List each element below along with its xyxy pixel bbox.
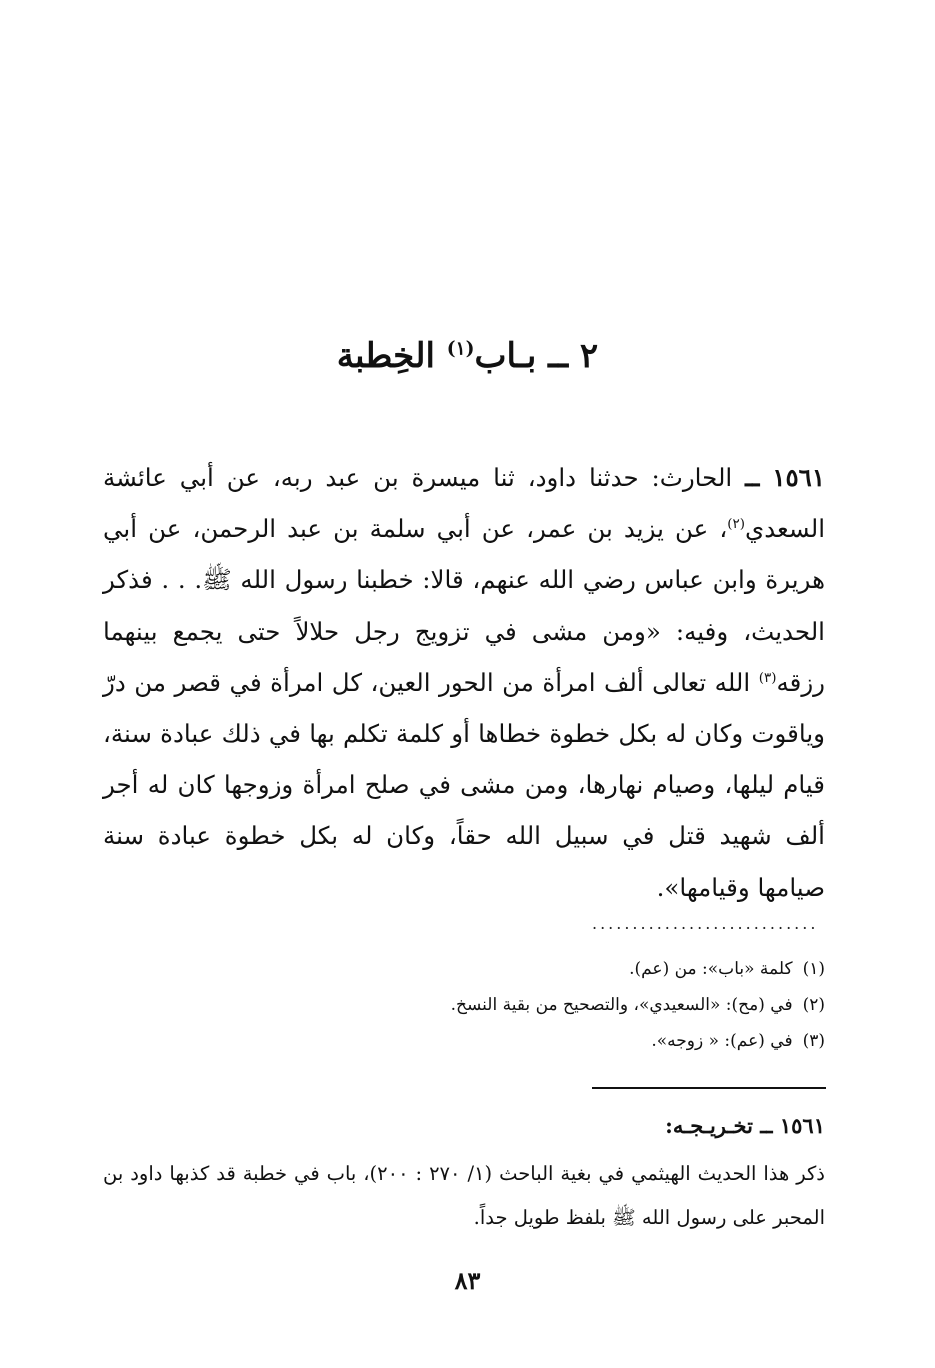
chapter-title — [0, 332, 935, 380]
takhrij-heading — [325, 1108, 825, 1144]
footnote-separator-dots: ............................ — [592, 918, 819, 930]
hadith-footnote-ref-2: (٢) — [727, 516, 746, 533]
chapter-dash: ــ — [548, 336, 569, 376]
footnote-marker: (٢) — [802, 995, 825, 1015]
hadith-number: ١٥٦١ — [772, 463, 825, 492]
chapter-number: ٢ — [579, 336, 599, 376]
footnote-marker: (٣) — [802, 1031, 825, 1051]
chapter-title-start: بـاب — [474, 336, 537, 376]
takhrij-dash: ــ — [760, 1113, 773, 1138]
footnote-marker: (١) — [802, 959, 825, 979]
hadith-text-part1: الحارث: حدثنا داود، ثنا ميسرة بن عبد ربه، عن أبي عائشة السعدي — [103, 463, 825, 544]
hadith-text-part2: ، عن يزيد بن عمر، عن أبي سلمة بن عبد الرحمن، عن أبي هريرة وابن عباس رضي الله عنهم، قالا: خطبنا رسول الله ﷺ. . . فذكر الحديث، وفيه: «ومن مشى في تزويج رجل حلالاً حتى يجمع بينهما رزقه — [103, 514, 825, 697]
hadith-dash: ــ — [745, 463, 760, 492]
footnote-item — [225, 951, 825, 987]
takhrij-text: ذكر هذا الحديث الهيثمي في بغية الباحث (١/ ٢٧٠ : ٢٠٠)، باب في خطبة قد كذبها داود بن المحبر على رسول الله ﷺ بلفظ طويل جداً. — [103, 1162, 825, 1229]
chapter-title-end: الخِطبة — [336, 336, 435, 376]
hadith-text-part3: الله تعالى ألف امرأة من الحور العين، كل امرأة في قصر من درّ وياقوت وكان له بكل خطوة خطاها أو كلمة تكلم بها في ذلك عبادة سنة، قيام ليلها، وصيام نهارها، ومن مشى في صلح امرأة وزوجها كان له أجر ألف شهيد قتل في سبيل الله حقاً، وكان له بكل خطوة عبادة سنة صيامها وقيامها». — [103, 667, 825, 902]
hadith-paragraph — [103, 452, 825, 913]
takhrij-heading-label: تخـريـجـه: — [665, 1113, 753, 1138]
takhrij-divider — [592, 1087, 826, 1089]
footnote-item — [225, 1023, 825, 1059]
takhrij-number: ١٥٦١ — [779, 1113, 825, 1138]
footnote-text: كلمة «باب»: من (عم). — [629, 959, 793, 979]
chapter-footnote-ref: (١) — [446, 337, 475, 360]
hadith-footnote-ref-3: (٣) — [758, 669, 777, 686]
footnote-text: في (مح): «السعيدي»، والتصحيح من بقية النسخ. — [450, 995, 793, 1015]
page-number: ٨٣ — [454, 1266, 481, 1295]
footnote-item — [225, 987, 825, 1023]
footnotes-list — [225, 951, 825, 1059]
footnote-text: في (عم): « زوجه». — [651, 1031, 793, 1051]
